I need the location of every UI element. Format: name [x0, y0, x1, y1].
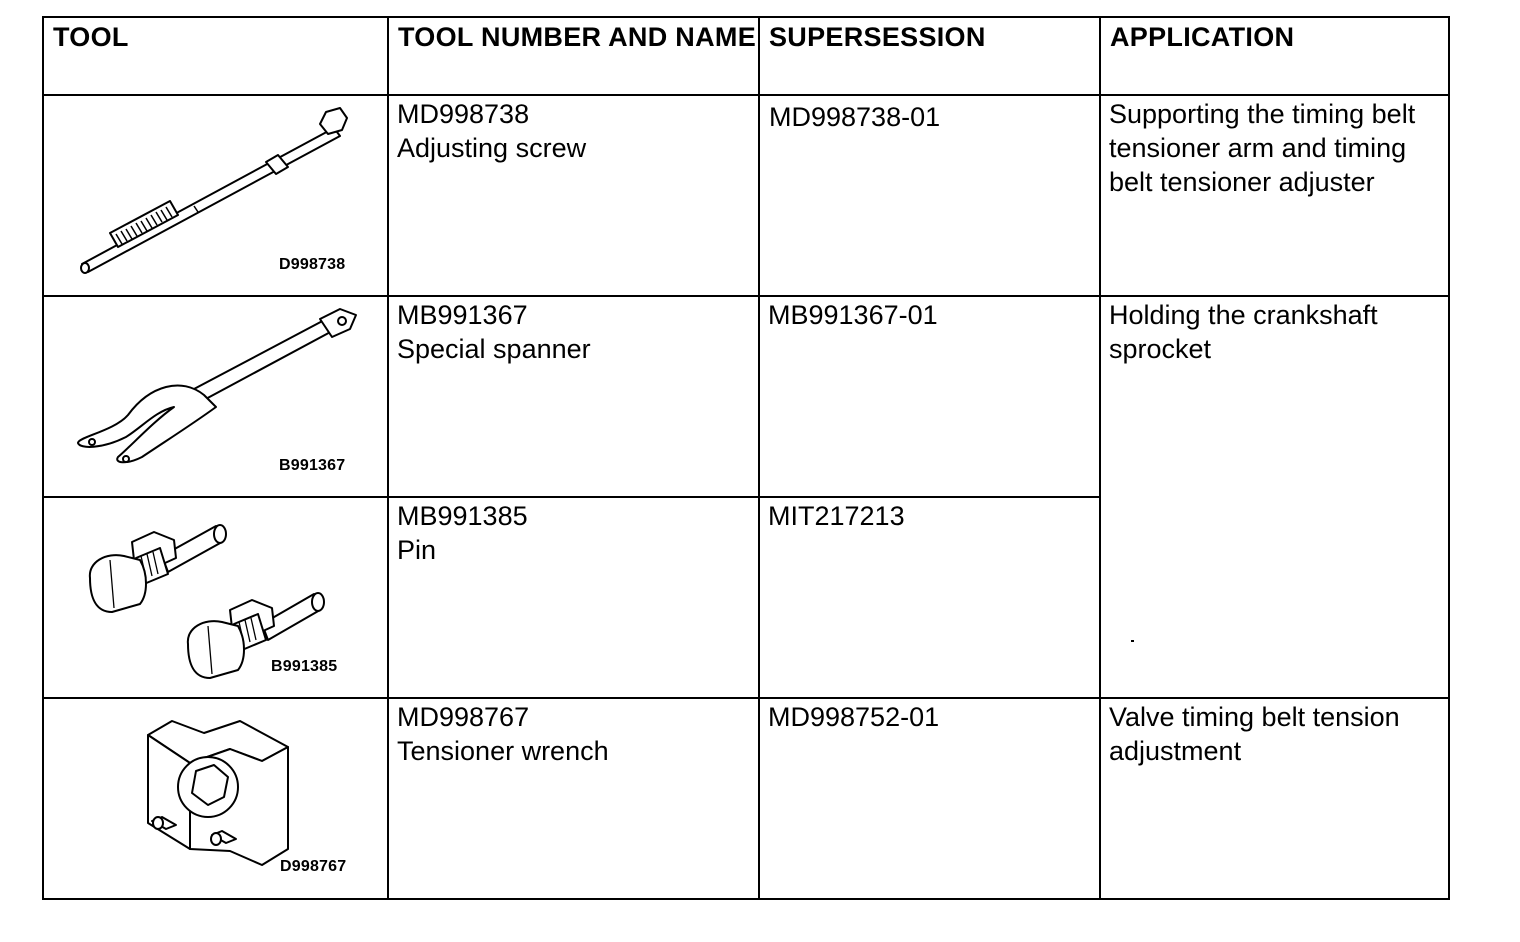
tool-image-label: B991385 [271, 658, 338, 675]
header-number-name [388, 17, 759, 95]
tool-number: MB991367 [397, 300, 528, 330]
supersession-cell [759, 296, 1100, 497]
application-cell [1100, 95, 1449, 296]
header-number-name-label: TOOL NUMBER AND NAME [398, 22, 757, 52]
tool-image-cell [43, 698, 388, 899]
tool-name: Adjusting screw [397, 133, 587, 163]
tool-name: Special spanner [397, 334, 591, 364]
supersession-cell [759, 95, 1100, 296]
tool-image-label: B991367 [279, 457, 346, 474]
stray-mark [1131, 640, 1134, 642]
header-supersession [759, 17, 1100, 95]
header-application [1100, 17, 1449, 95]
header-tool-label: TOOL [53, 22, 129, 52]
tool-name: Pin [397, 535, 437, 565]
special-tools-table [42, 16, 1450, 900]
tool-name: Tensioner wrench [397, 736, 609, 766]
supersession-value: MIT217213 [768, 501, 905, 531]
application-cell [1100, 296, 1449, 698]
supersession-cell [759, 497, 1100, 698]
tool-image-cell [43, 296, 388, 497]
table-row [43, 95, 1449, 296]
header-supersession-label: SUPERSESSION [769, 22, 986, 52]
tool-number-name-cell [388, 497, 759, 698]
table-row [43, 698, 1449, 899]
application-value: Supporting the timing belt tensioner arm and timing belt tensioner adjuster [1109, 99, 1416, 197]
table-row [43, 296, 1449, 497]
supersession-value: MD998752-01 [768, 702, 940, 732]
supersession-value: MD998738-01 [769, 102, 941, 132]
tool-number-name-cell [388, 698, 759, 899]
tool-image-cell [43, 497, 388, 698]
tool-number-name-cell [388, 95, 759, 296]
tool-image-label: D998738 [279, 256, 346, 273]
tool-number-name-cell [388, 296, 759, 497]
application-value: Valve timing belt tension adjustment [1109, 702, 1400, 766]
application-value: Holding the crankshaft sprocket [1109, 300, 1378, 364]
tool-number: MB991385 [397, 501, 528, 531]
tool-number: MD998767 [397, 702, 530, 732]
supersession-value: MB991367-01 [768, 300, 938, 330]
supersession-cell [759, 698, 1100, 899]
header-row [43, 17, 1449, 95]
application-cell [1100, 698, 1449, 899]
tool-image-label: D998767 [280, 858, 347, 875]
header-tool [43, 17, 388, 95]
tool-image-cell [43, 95, 388, 296]
tool-number: MD998738 [397, 99, 530, 129]
header-application-label: APPLICATION [1110, 22, 1295, 52]
